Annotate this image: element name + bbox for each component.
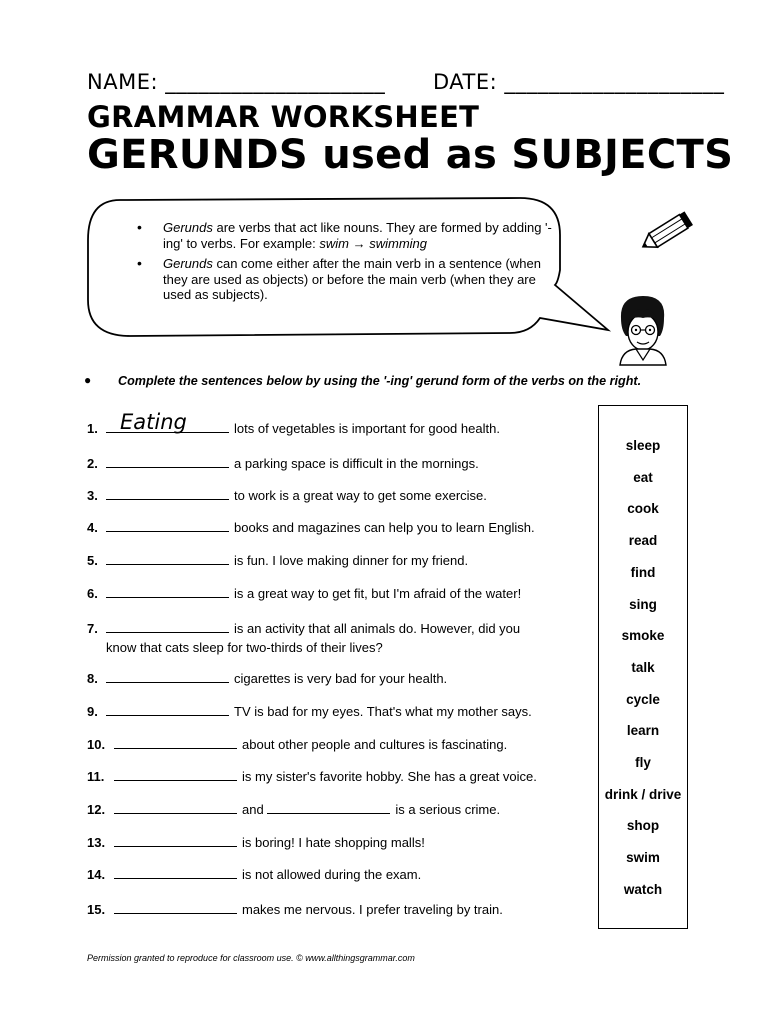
teacher-illustration (620, 296, 666, 365)
answer-blank[interactable] (106, 518, 229, 532)
worksheet-subtitle: GERUNDS used as SUBJECTS (87, 132, 734, 178)
word-item: find (630, 564, 656, 580)
question-text: is my sister's favorite hobby. She has a great voice. (242, 769, 537, 784)
question-text: about other people and cultures is fascinating. (242, 737, 508, 752)
question-number: 11. (87, 769, 105, 784)
question-item (87, 584, 521, 601)
answer-blank[interactable] (267, 800, 390, 814)
date-field-label: DATE: ____________________ (433, 70, 725, 94)
instructions: ● Complete the sentences below by using the '-ing' gerund form of the verbs on the right. (88, 374, 641, 388)
answer-blank[interactable] (106, 619, 229, 633)
question-text-continued: know that cats sleep for two-thirds of their lives? (106, 640, 383, 655)
question-item (87, 865, 421, 882)
answer-blank[interactable] (114, 800, 237, 814)
word-item: watch (623, 881, 663, 897)
pencil-icon (639, 211, 693, 253)
note-item: • Gerunds are verbs that act like nouns. They are formed by adding '-ing' to verbs. For example: swim → swimming (135, 220, 555, 251)
question-text: is fun. I love making dinner for my friend. (234, 553, 469, 568)
question-item (87, 551, 468, 568)
question-text: TV is bad for my eyes. That's what my mother says. (234, 704, 532, 719)
word-item: fly (635, 755, 651, 770)
question-item (87, 735, 507, 752)
speech-bubble (0, 0, 768, 400)
question-number: 8. (87, 671, 98, 686)
answer-blank[interactable] (106, 669, 229, 683)
word-item: talk (631, 659, 655, 675)
question-text: books and magazines can help you to learn English. (234, 520, 535, 535)
question-item (87, 800, 500, 817)
question-item (87, 518, 535, 535)
question-text: to work is a great way to get some exercise. (234, 488, 487, 503)
question-number: 5. (87, 553, 98, 568)
answer-blank[interactable] (114, 833, 237, 847)
question-text: a parking space is difficult in the mornings. (234, 456, 479, 471)
word-item: swim (626, 850, 660, 866)
question-number: 6. (87, 586, 98, 601)
word-item: smoke (621, 628, 665, 644)
question-number: 4. (87, 520, 98, 535)
name-field-label: NAME: ____________________ (87, 70, 386, 94)
question-number: 15. (87, 902, 106, 917)
word-item: shop (626, 818, 660, 834)
word-item: learn (626, 723, 660, 739)
question-number: 7. (87, 621, 98, 636)
question-text: makes me nervous. I prefer traveling by train. (242, 902, 503, 917)
word-item: read (628, 533, 658, 549)
question-item (87, 619, 520, 655)
question-text: and (242, 802, 264, 817)
answer-blank[interactable] (114, 767, 237, 781)
word-item: cook (627, 501, 659, 517)
note-item: • Gerunds can come either after the main verb in a sentence (when they are used as objects) or before the main verb (when they are used as subjects). (135, 256, 555, 303)
word-item: drink / drive (604, 786, 682, 802)
worksheet-title: GRAMMAR WORKSHEET (87, 100, 480, 134)
question-item (87, 702, 532, 719)
question-text: is an activity that all animals do. However, did you (234, 621, 521, 636)
answer-blank[interactable] (114, 900, 237, 914)
question-text: lots of vegetables is important for good health. (234, 421, 500, 436)
word-item: eat (633, 469, 653, 485)
answer-blank[interactable] (106, 486, 229, 500)
word-item: sleep (625, 438, 661, 453)
question-number: 1. (87, 421, 98, 436)
question-item (87, 486, 487, 503)
question-number: 14. (87, 867, 106, 882)
word-box (598, 405, 688, 929)
question-number: 10. (87, 737, 106, 752)
answer-text: Eating (120, 410, 187, 434)
question-item (87, 410, 500, 436)
question-text: is not allowed during the exam. (242, 867, 422, 882)
answer-blank[interactable] (106, 551, 229, 565)
gerund-notes (135, 220, 555, 308)
question-item (87, 833, 425, 850)
answer-blank[interactable] (106, 702, 229, 716)
word-item: cycle (626, 691, 660, 707)
answer-blank[interactable] (106, 584, 229, 598)
question-text: cigarettes is very bad for your health. (234, 671, 448, 686)
answer-blank[interactable] (114, 865, 237, 879)
answer-blank[interactable] (114, 735, 237, 749)
question-item (87, 900, 503, 917)
question-text: is a serious crime. (395, 802, 501, 817)
question-number: 13. (87, 835, 106, 850)
question-number: 3. (87, 488, 98, 503)
question-text: is boring! I hate shopping malls! (242, 835, 425, 850)
question-number: 12. (87, 802, 106, 817)
question-text: is a great way to get fit, but I'm afraid of the water! (234, 586, 522, 601)
question-number: 9. (87, 704, 98, 719)
answer-blank[interactable] (106, 454, 229, 468)
question-item (87, 767, 537, 784)
footer-permission: Permission granted to reproduce for classroom use. © www.allthingsgrammar.com (87, 953, 415, 963)
question-item (87, 669, 447, 686)
answer-blank[interactable] (106, 410, 229, 434)
question-number: 2. (87, 456, 98, 471)
word-item: sing (629, 596, 657, 612)
question-item (87, 454, 479, 471)
